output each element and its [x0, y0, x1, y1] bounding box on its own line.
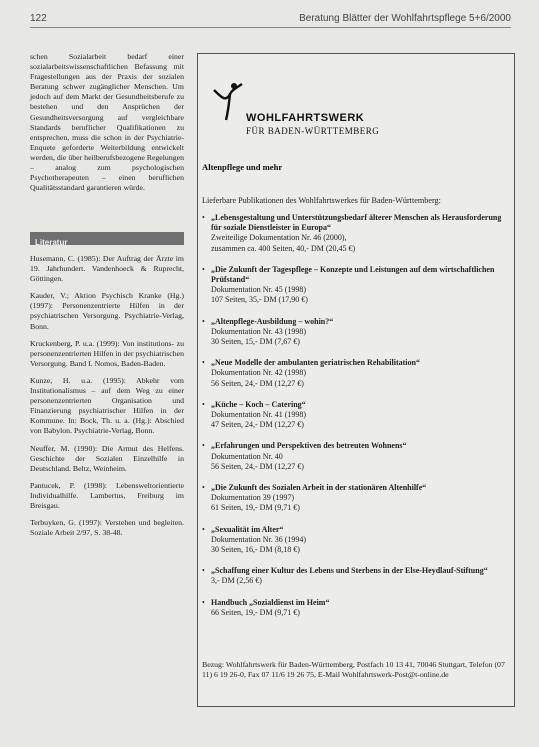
publication-detail: Dokumentation Nr. 43 (1998) — [211, 326, 307, 336]
wohlfahrtswerk-logo-icon — [212, 76, 246, 122]
publication-list — [202, 213, 508, 629]
publication-title: „Sexualität im Alter“ — [211, 524, 284, 534]
reference-list — [30, 254, 184, 545]
publication-item — [202, 213, 508, 254]
publication-price: 3,- DM (2,56 €) — [211, 576, 262, 586]
page-number: 122 — [30, 13, 47, 24]
bullet-icon: • — [202, 483, 205, 493]
publication-title: Handbuch „Sozialdienst im Heim“ — [211, 597, 330, 607]
bullet-icon: • — [202, 213, 205, 222]
bullet-icon: • — [202, 597, 205, 607]
running-header: Beratung Blätter der Wohlfahrtspflege 5+6/2000 — [299, 13, 511, 24]
publication-price: 30 Seiten, 16,- DM (8,18 €) — [211, 545, 300, 555]
publication-item — [202, 400, 508, 431]
publication-item — [202, 441, 508, 472]
publication-price: 30 Seiten, 15,- DM (7,67 €) — [211, 337, 300, 347]
reference-item: Terbuyken, G. (1997): Verstehen und begleiten. Soziale Arbeit 2/97, S. 38-48. — [30, 518, 184, 538]
publication-intro: Lieferbare Publikationen des Wohlfahrtswerkes für Baden-Württemberg: — [202, 196, 441, 205]
publication-title: „Lebensgestaltung und Unterstützungsbedarf älterer Menschen als Herausforderung für soziale Dienstleister in Europa“ — [211, 213, 502, 233]
bullet-icon: • — [202, 316, 205, 326]
publication-price: zusammen ca. 400 Seiten, 40,- DM (20,45 €) — [211, 243, 356, 253]
body-text-column — [30, 52, 184, 201]
reference-item: Pantucek, P. (1998): Lebensweltorientierte Individualhilfe. Lambertus, Freiburg im Breisgau. — [30, 480, 184, 510]
publication-title: „Neue Modelle der ambulanten geriatrischen Rehabilitation“ — [211, 358, 420, 368]
publication-detail: Dokumentation 39 (1997) — [211, 493, 295, 503]
publication-price: 47 Seiten, 24,- DM (12,27 €) — [211, 420, 304, 430]
publication-price: 56 Seiten, 24,- DM (12,27 €) — [211, 461, 304, 471]
header-rule — [30, 27, 511, 28]
reference-item: Kauder, V.; Aktion Psychisch Kranke (Hg.) (1997): Personenzentrierte Hilfen in der psychiatrischen Versorgung. Psychiatrie-Verlag, Bonn. — [30, 291, 184, 331]
publication-price: 107 Seiten, 35,- DM (17,90 €) — [211, 295, 308, 305]
bullet-icon: • — [202, 524, 205, 534]
brand-subtitle: FÜR BADEN-WÜRTTEMBERG — [246, 126, 380, 136]
publication-price: 66 Seiten, 19,- DM (9,71 €) — [211, 607, 300, 617]
publication-price: 56 Seiten, 24,- DM (12,27 €) — [211, 378, 304, 388]
reference-item: Kunze, H. u.a. (1995): Abkehr vom Institutionalismus – auf dem Weg zu einer personenzentrierten Organisation und Finanzierung psychiatrischer Hilfen in der Kommune. In: Bock, Th. u. a. (Hg.): Abschied von Babylon. Psychiatrie-Verlag, Bonn. — [30, 375, 184, 436]
publication-title: „Küche – Koch – Catering“ — [211, 399, 306, 409]
publication-item — [202, 566, 508, 586]
publication-detail: Dokumentation Nr. 42 (1998) — [211, 368, 307, 378]
bullet-icon: • — [202, 566, 205, 576]
section-title: Altenpflege und mehr — [202, 162, 283, 172]
publication-detail: Zweiteilige Dokumentation Nr. 46 (2000), — [211, 233, 347, 243]
publication-title: „Die Zukunft des Sozialen Arbeit in der stationären Altenhilfe“ — [211, 483, 427, 493]
reference-item: Husemann, C. (1985): Der Auftrag der Ärzte im 19. Jahrhundert. Vandenhoeck & Ruprecht, Göttingen. — [30, 254, 184, 284]
publication-detail: Dokumentation Nr. 40 — [211, 451, 283, 461]
literature-heading: Literatur — [35, 238, 68, 247]
bullet-icon: • — [202, 399, 205, 409]
publication-item — [202, 483, 508, 514]
reference-item: Kruckenberg, P. u.a. (1999): Von institutions- zu personenzentrierten Hilfen in der psychiatrischen Versorgung. Band I. Nomos, Baden-Baden. — [30, 338, 184, 368]
publication-detail: Dokumentation Nr. 45 (1998) — [211, 285, 307, 295]
reference-item: Neuffer, M. (1990): Die Armut des Helfens. Geschichte der Sozialen Einzelhilfe in Deutschland. Beltz, Weinheim. — [30, 443, 184, 473]
publication-detail: Dokumentation Nr. 41 (1998) — [211, 410, 307, 420]
bullet-icon: • — [202, 441, 205, 451]
body-paragraph: schen Sozialarbeit bedarf einer sozialarbeitswissenschaftlichen Befassung mit Fragestellungen aus der Praxis der sozialen Beratung schwer zugänglicher Menschen. Um jedoch auf dem Markt der Gesundheitsberufe zu bestehen und den Ansprüchen der Gesundheitsversorgung auf vergleichbare Standards beruflicher Qualifikationen zu entsprechen, muss die schon in der Psychiatrie-Enquete geforderte Weiterbildung entwickelt werden, die über heilberufsbezogene Regelungen – analog zum psychologischen Psychotherapeuten – einen beruflichen Qualitätsstandard garantieren würde. — [30, 52, 184, 193]
publication-price: 61 Seiten, 19,- DM (9,71 €) — [211, 503, 300, 513]
publication-title: „Erfahrungen und Perspektiven des betreuten Wohnens“ — [211, 441, 407, 451]
brand-name: WOHLFAHRTSWERK — [246, 112, 365, 124]
publication-item — [202, 265, 508, 306]
publication-item — [202, 598, 508, 618]
bullet-icon: • — [202, 358, 205, 368]
publication-item — [202, 317, 508, 348]
literature-heading-bar — [30, 232, 184, 245]
publication-item — [202, 525, 508, 556]
publication-title: „Altenpflege-Ausbildung – wohin?“ — [211, 316, 334, 326]
bullet-icon: • — [202, 264, 205, 274]
publication-title: „Die Zukunft der Tagespflege – Konzepte und Leistungen auf dem wirtschaftlichen Prüfstand“ — [211, 264, 495, 285]
ordering-contact: Bezug: Wohlfahrtswerk für Baden-Württemberg, Postfach 10 13 41, 70046 Stuttgart, Telefon (07 11) 6 19 26-0, Fax 07 11/6 19 26 75, E-Mail Wohlfahrtswerk-Post@t-online.de — [202, 660, 505, 680]
publication-title: „Schaffung einer Kultur des Lebens und Sterbens in der Else-Heydlauf-Stiftung“ — [211, 566, 488, 576]
publication-item — [202, 358, 508, 389]
publication-detail: Dokumentation Nr. 36 (1994) — [211, 534, 307, 544]
